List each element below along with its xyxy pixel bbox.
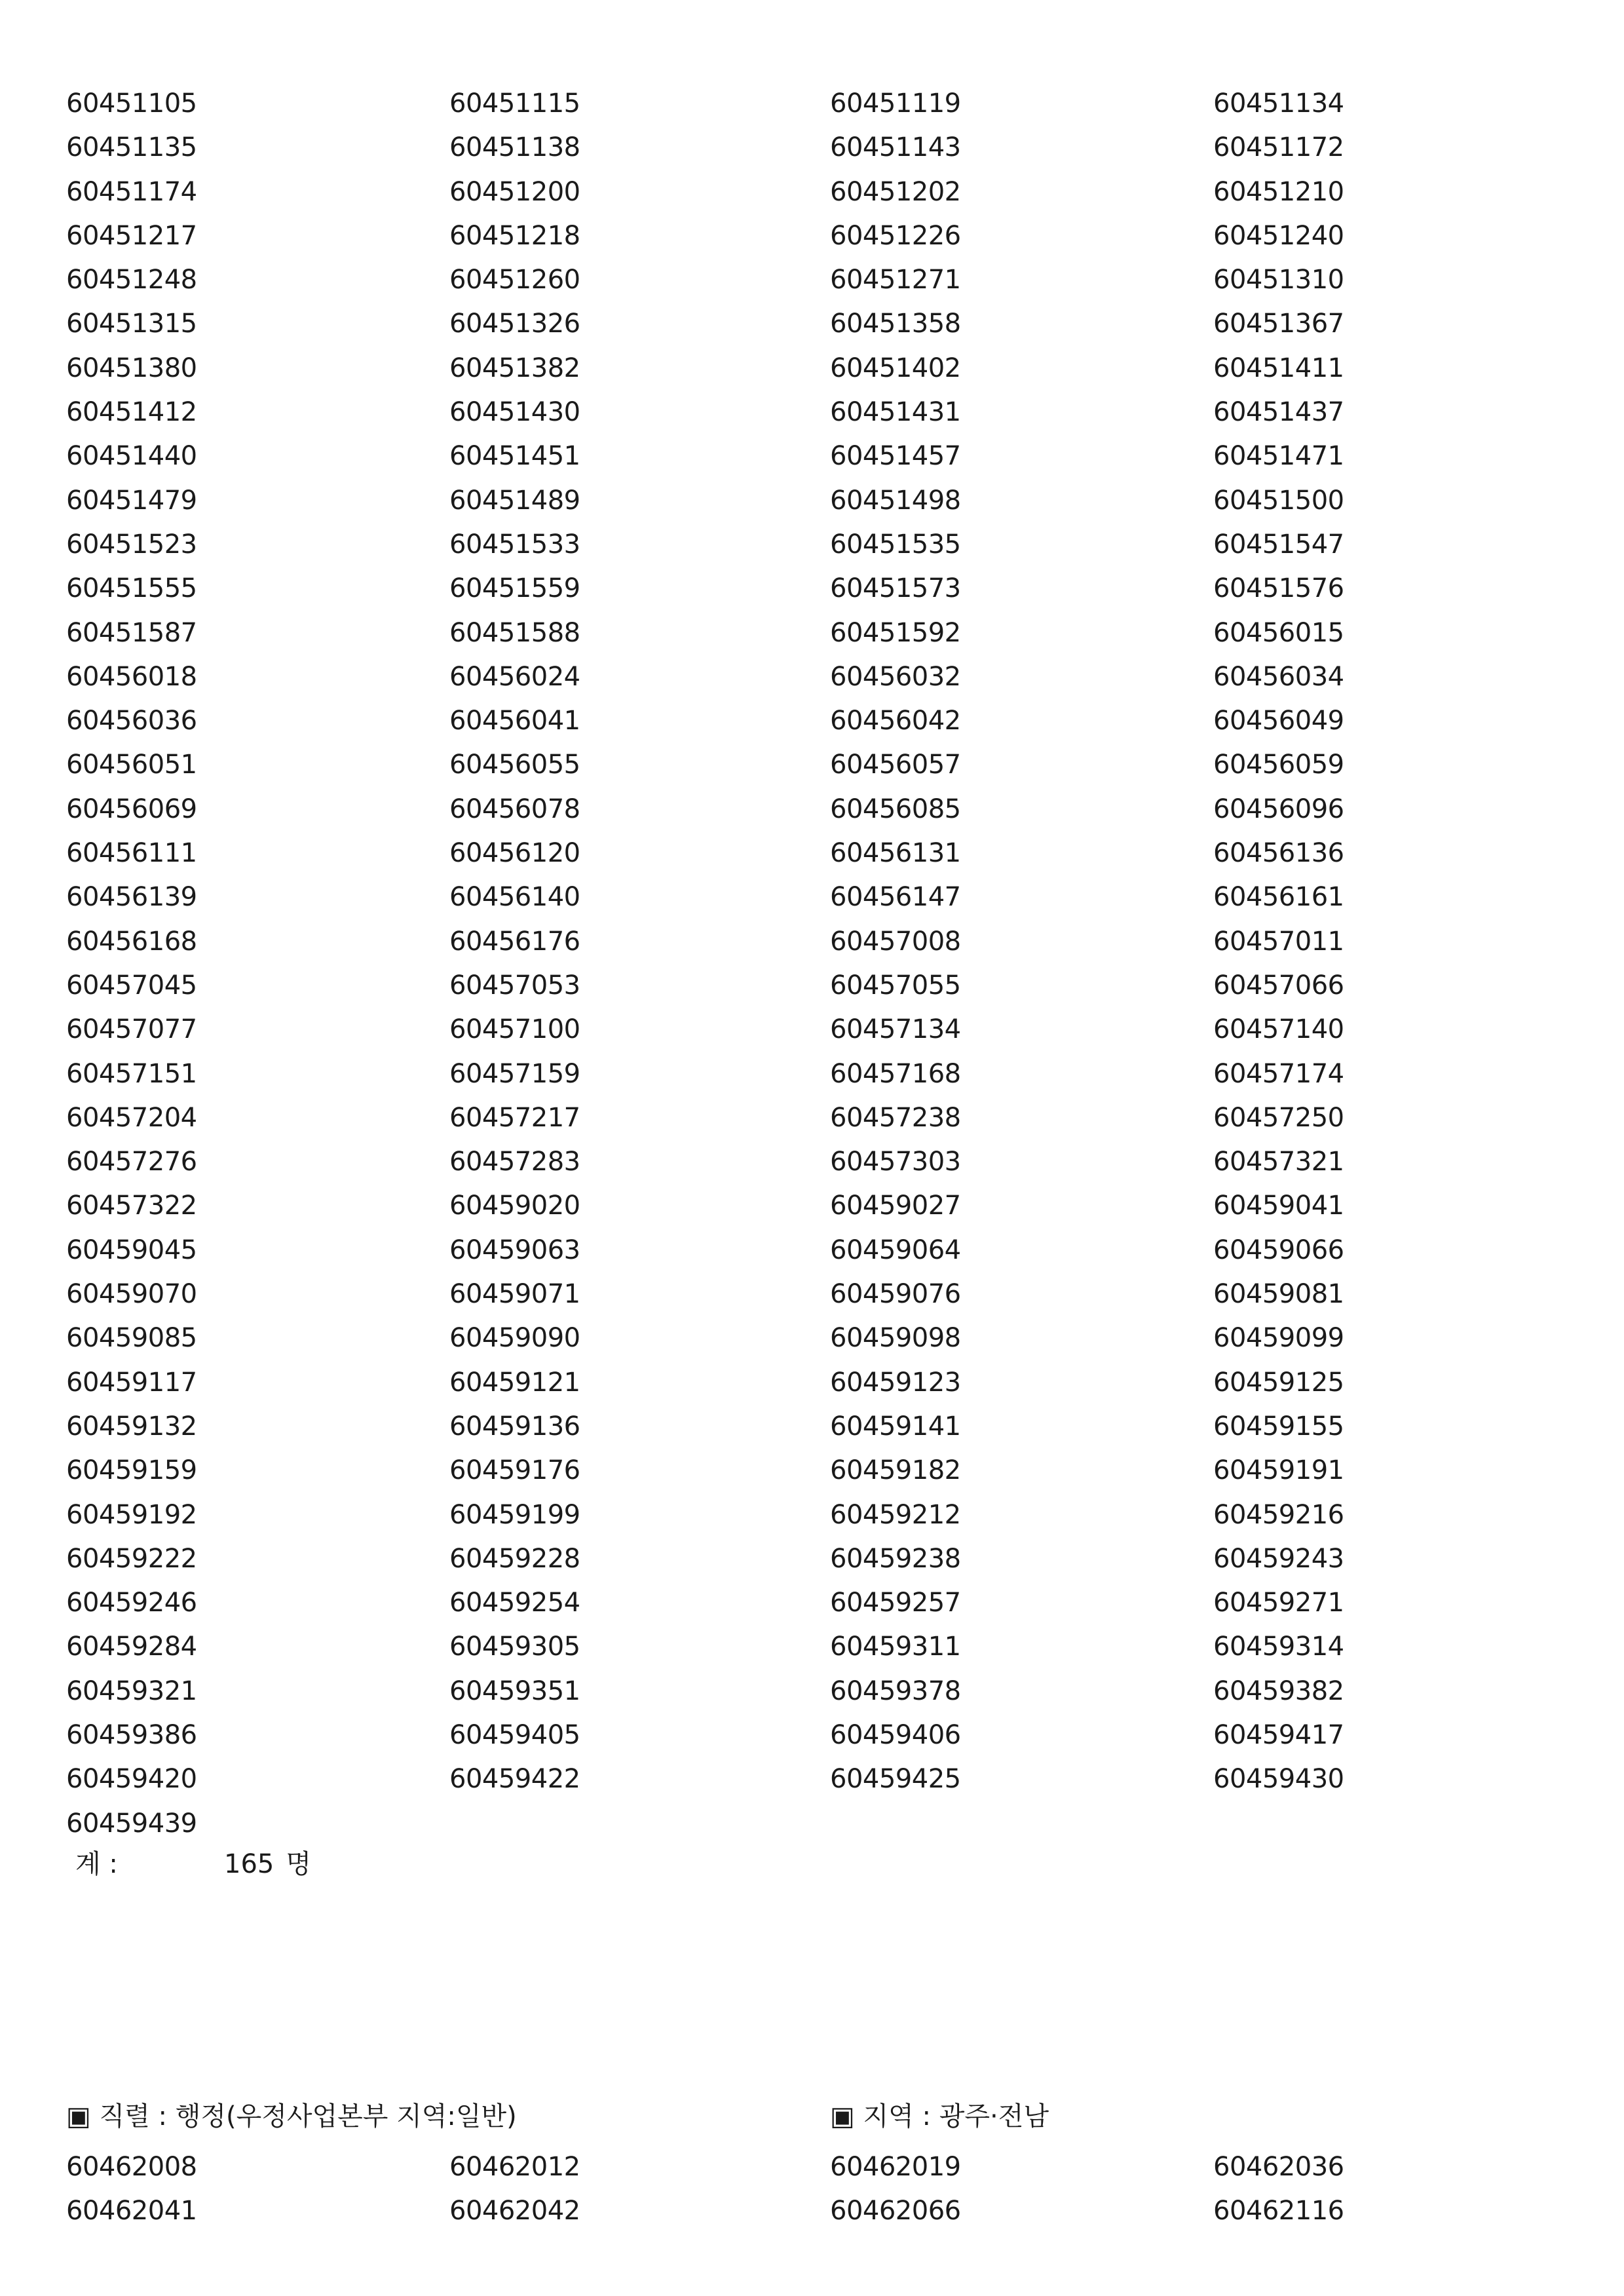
applicant-number: 60459085 (66, 1323, 197, 1354)
applicant-number: 60459420 (66, 1764, 197, 1795)
applicant-number: 60456140 (449, 882, 580, 913)
applicant-number: 60459216 (1213, 1499, 1344, 1530)
applicant-number: 60456018 (66, 661, 197, 692)
applicant-number: 60451489 (449, 485, 580, 516)
applicant-number: 60456176 (449, 926, 580, 957)
applicant-number: 60457011 (1213, 926, 1344, 957)
applicant-number: 60459314 (1213, 1632, 1344, 1662)
applicant-number: 60459099 (1213, 1323, 1344, 1354)
applicant-number: 60459070 (66, 1279, 197, 1310)
applicant-number: 60459141 (830, 1411, 961, 1442)
applicant-number: 60451437 (1213, 397, 1344, 428)
applicant-number: 60457174 (1213, 1058, 1344, 1089)
total-unit: 명 (286, 1849, 311, 1879)
applicant-number: 60459417 (1213, 1719, 1344, 1750)
applicant-number: 60457276 (66, 1147, 197, 1177)
applicant-number: 60451498 (830, 485, 961, 516)
applicant-number: 60459071 (449, 1279, 580, 1310)
applicant-number: 60457140 (1213, 1014, 1344, 1045)
applicant-number: 60459027 (830, 1191, 961, 1221)
applicant-number: 60456049 (1213, 706, 1344, 737)
applicant-number: 60459176 (449, 1455, 580, 1486)
applicant-number: 60451576 (1213, 573, 1344, 604)
applicant-number: 60462008 (66, 2152, 197, 2182)
applicant-number: 60451431 (830, 397, 961, 428)
applicant-number: 60451451 (449, 441, 580, 472)
applicant-number: 60459132 (66, 1411, 197, 1442)
applicant-number: 60457250 (1213, 1102, 1344, 1133)
applicant-number: 60451135 (66, 132, 197, 163)
applicant-number: 60451533 (449, 529, 580, 560)
applicant-number: 60451380 (66, 353, 197, 383)
applicant-number: 60457322 (66, 1191, 197, 1221)
applicant-number: 60456042 (830, 706, 961, 737)
applicant-number: 60457008 (830, 926, 961, 957)
applicant-number: 60456136 (1213, 838, 1344, 869)
applicant-number: 60459228 (449, 1543, 580, 1574)
applicant-number: 60459191 (1213, 1455, 1344, 1486)
applicant-number: 60457053 (449, 970, 580, 1001)
applicant-number: 60459064 (830, 1234, 961, 1265)
applicant-number: 60457321 (1213, 1147, 1344, 1177)
applicant-number: 60459081 (1213, 1279, 1344, 1310)
applicant-number: 60459243 (1213, 1543, 1344, 1574)
applicant-number: 60456085 (830, 794, 961, 824)
total-line (75, 1843, 311, 1886)
applicant-number: 60457168 (830, 1058, 961, 1089)
applicant-number: 60456015 (1213, 617, 1344, 648)
applicant-number: 60451119 (830, 88, 961, 119)
applicant-number: 60451471 (1213, 441, 1344, 472)
applicant-number: 60456024 (449, 661, 580, 692)
applicant-number: 60459430 (1213, 1764, 1344, 1795)
section-heading-region: ▣ 지역 : 광주·전남 (830, 2101, 1049, 2132)
applicant-number: 60459199 (449, 1499, 580, 1530)
applicant-number: 60459246 (66, 1588, 197, 1618)
applicant-number: 60451138 (449, 132, 580, 163)
applicant-number: 60456111 (66, 838, 197, 869)
applicant-number: 60459041 (1213, 1191, 1344, 1221)
applicant-number: 60457204 (66, 1102, 197, 1133)
applicant-number: 60456069 (66, 794, 197, 824)
applicant-number: 60451217 (66, 220, 197, 251)
applicant-number: 60456059 (1213, 750, 1344, 780)
applicant-number: 60459063 (449, 1234, 580, 1265)
applicant-number: 60451218 (449, 220, 580, 251)
applicant-number: 60456147 (830, 882, 961, 913)
applicant-number: 60451248 (66, 265, 197, 296)
applicant-number: 60457134 (830, 1014, 961, 1045)
applicant-number: 60459378 (830, 1675, 961, 1706)
applicant-number: 60451115 (449, 88, 580, 119)
applicant-number: 60456161 (1213, 882, 1344, 913)
applicant-number: 60451430 (449, 397, 580, 428)
applicant-number: 60459439 (66, 1808, 197, 1839)
applicant-number: 60457055 (830, 970, 961, 1001)
applicant-number: 60462019 (830, 2152, 961, 2182)
applicant-number: 60456168 (66, 926, 197, 957)
applicant-number: 60451535 (830, 529, 961, 560)
applicant-number: 60462041 (66, 2196, 197, 2227)
applicant-number: 60451573 (830, 573, 961, 604)
applicant-number: 60456139 (66, 882, 197, 913)
applicant-number: 60459020 (449, 1191, 580, 1221)
applicant-number: 60462066 (830, 2196, 961, 2227)
applicant-number: 60459305 (449, 1632, 580, 1662)
applicant-number: 60451500 (1213, 485, 1344, 516)
applicant-number: 60451326 (449, 309, 580, 339)
applicant-number: 60457077 (66, 1014, 197, 1045)
applicant-number: 60456051 (66, 750, 197, 780)
applicant-number: 60451105 (66, 88, 197, 119)
applicant-number: 60451587 (66, 617, 197, 648)
applicant-number: 60451547 (1213, 529, 1344, 560)
applicant-number: 60459321 (66, 1675, 197, 1706)
applicant-number: 60459422 (449, 1764, 580, 1795)
applicant-number: 60459222 (66, 1543, 197, 1574)
total-count: 165 (224, 1849, 274, 1879)
applicant-number: 60451358 (830, 309, 961, 339)
applicant-number: 60451559 (449, 573, 580, 604)
applicant-number: 60459066 (1213, 1234, 1344, 1265)
applicant-number: 60459090 (449, 1323, 580, 1354)
applicant-number: 60451382 (449, 353, 580, 383)
applicant-number: 60459159 (66, 1455, 197, 1486)
applicant-number: 60459123 (830, 1367, 961, 1398)
applicant-number: 60451367 (1213, 309, 1344, 339)
applicant-number: 60451555 (66, 573, 197, 604)
applicant-number: 60451143 (830, 132, 961, 163)
applicant-number: 60459311 (830, 1632, 961, 1662)
applicant-number: 60451588 (449, 617, 580, 648)
applicant-number: 60456036 (66, 706, 197, 737)
applicant-number: 60459382 (1213, 1675, 1344, 1706)
applicant-number: 60459405 (449, 1719, 580, 1750)
applicant-number: 60462116 (1213, 2196, 1344, 2227)
applicant-number: 60451402 (830, 353, 961, 383)
applicant-number: 60457066 (1213, 970, 1344, 1001)
applicant-number: 60457217 (449, 1102, 580, 1133)
applicant-number: 60451240 (1213, 220, 1344, 251)
applicant-number: 60456034 (1213, 661, 1344, 692)
applicant-number: 60459076 (830, 1279, 961, 1310)
applicant-number: 60459386 (66, 1719, 197, 1750)
applicant-number: 60456131 (830, 838, 961, 869)
applicant-number-list (66, 82, 1573, 1846)
applicant-number: 60459257 (830, 1588, 961, 1618)
applicant-number: 60459121 (449, 1367, 580, 1398)
applicant-number: 60459271 (1213, 1588, 1344, 1618)
applicant-number: 60459212 (830, 1499, 961, 1530)
applicant-number: 60451226 (830, 220, 961, 251)
applicant-number: 60457159 (449, 1058, 580, 1089)
applicant-number: 60451174 (66, 176, 197, 207)
applicant-number: 60459425 (830, 1764, 961, 1795)
applicant-number: 60459284 (66, 1632, 197, 1662)
applicant-number: 60456041 (449, 706, 580, 737)
applicant-number: 60459125 (1213, 1367, 1344, 1398)
applicant-number: 60462012 (449, 2152, 580, 2182)
applicant-number: 60451411 (1213, 353, 1344, 383)
applicant-number: 60456032 (830, 661, 961, 692)
applicant-number: 60459098 (830, 1323, 961, 1354)
applicant-number: 60459182 (830, 1455, 961, 1486)
applicant-number: 60457045 (66, 970, 197, 1001)
applicant-number: 60459045 (66, 1234, 197, 1265)
applicant-number: 60451260 (449, 265, 580, 296)
applicant-number: 60456055 (449, 750, 580, 780)
applicant-number: 60451457 (830, 441, 961, 472)
applicant-number: 60451592 (830, 617, 961, 648)
total-label: 계 : (75, 1849, 118, 1879)
applicant-number: 60456078 (449, 794, 580, 824)
applicant-number: 60459254 (449, 1588, 580, 1618)
applicant-number: 60459238 (830, 1543, 961, 1574)
applicant-number: 60451210 (1213, 176, 1344, 207)
applicant-number: 60457303 (830, 1147, 961, 1177)
applicant-number: 60451315 (66, 309, 197, 339)
applicant-number: 60459155 (1213, 1411, 1344, 1442)
section-heading-category: ▣ 직렬 : 행정(우정사업본부 지역:일반) (66, 2101, 517, 2132)
applicant-number: 60457283 (449, 1147, 580, 1177)
applicant-number: 60451134 (1213, 88, 1344, 119)
applicant-number: 60451523 (66, 529, 197, 560)
applicant-number: 60451440 (66, 441, 197, 472)
applicant-number: 60451271 (830, 265, 961, 296)
applicant-number: 60451202 (830, 176, 961, 207)
applicant-number: 60456096 (1213, 794, 1344, 824)
applicant-number: 60451310 (1213, 265, 1344, 296)
applicant-number: 60457100 (449, 1014, 580, 1045)
applicant-number: 60451172 (1213, 132, 1344, 163)
applicant-number: 60451412 (66, 397, 197, 428)
applicant-number: 60459117 (66, 1367, 197, 1398)
applicant-number: 60462036 (1213, 2152, 1344, 2182)
applicant-number: 60462042 (449, 2196, 580, 2227)
applicant-number: 60459406 (830, 1719, 961, 1750)
applicant-number: 60459351 (449, 1675, 580, 1706)
applicant-number: 60457238 (830, 1102, 961, 1133)
applicant-number: 60456057 (830, 750, 961, 780)
applicant-number: 60451200 (449, 176, 580, 207)
applicant-number: 60451479 (66, 485, 197, 516)
applicant-number-list-2 (66, 2145, 1573, 2234)
applicant-number: 60456120 (449, 838, 580, 869)
applicant-number: 60459136 (449, 1411, 580, 1442)
applicant-number: 60457151 (66, 1058, 197, 1089)
applicant-number: 60459192 (66, 1499, 197, 1530)
